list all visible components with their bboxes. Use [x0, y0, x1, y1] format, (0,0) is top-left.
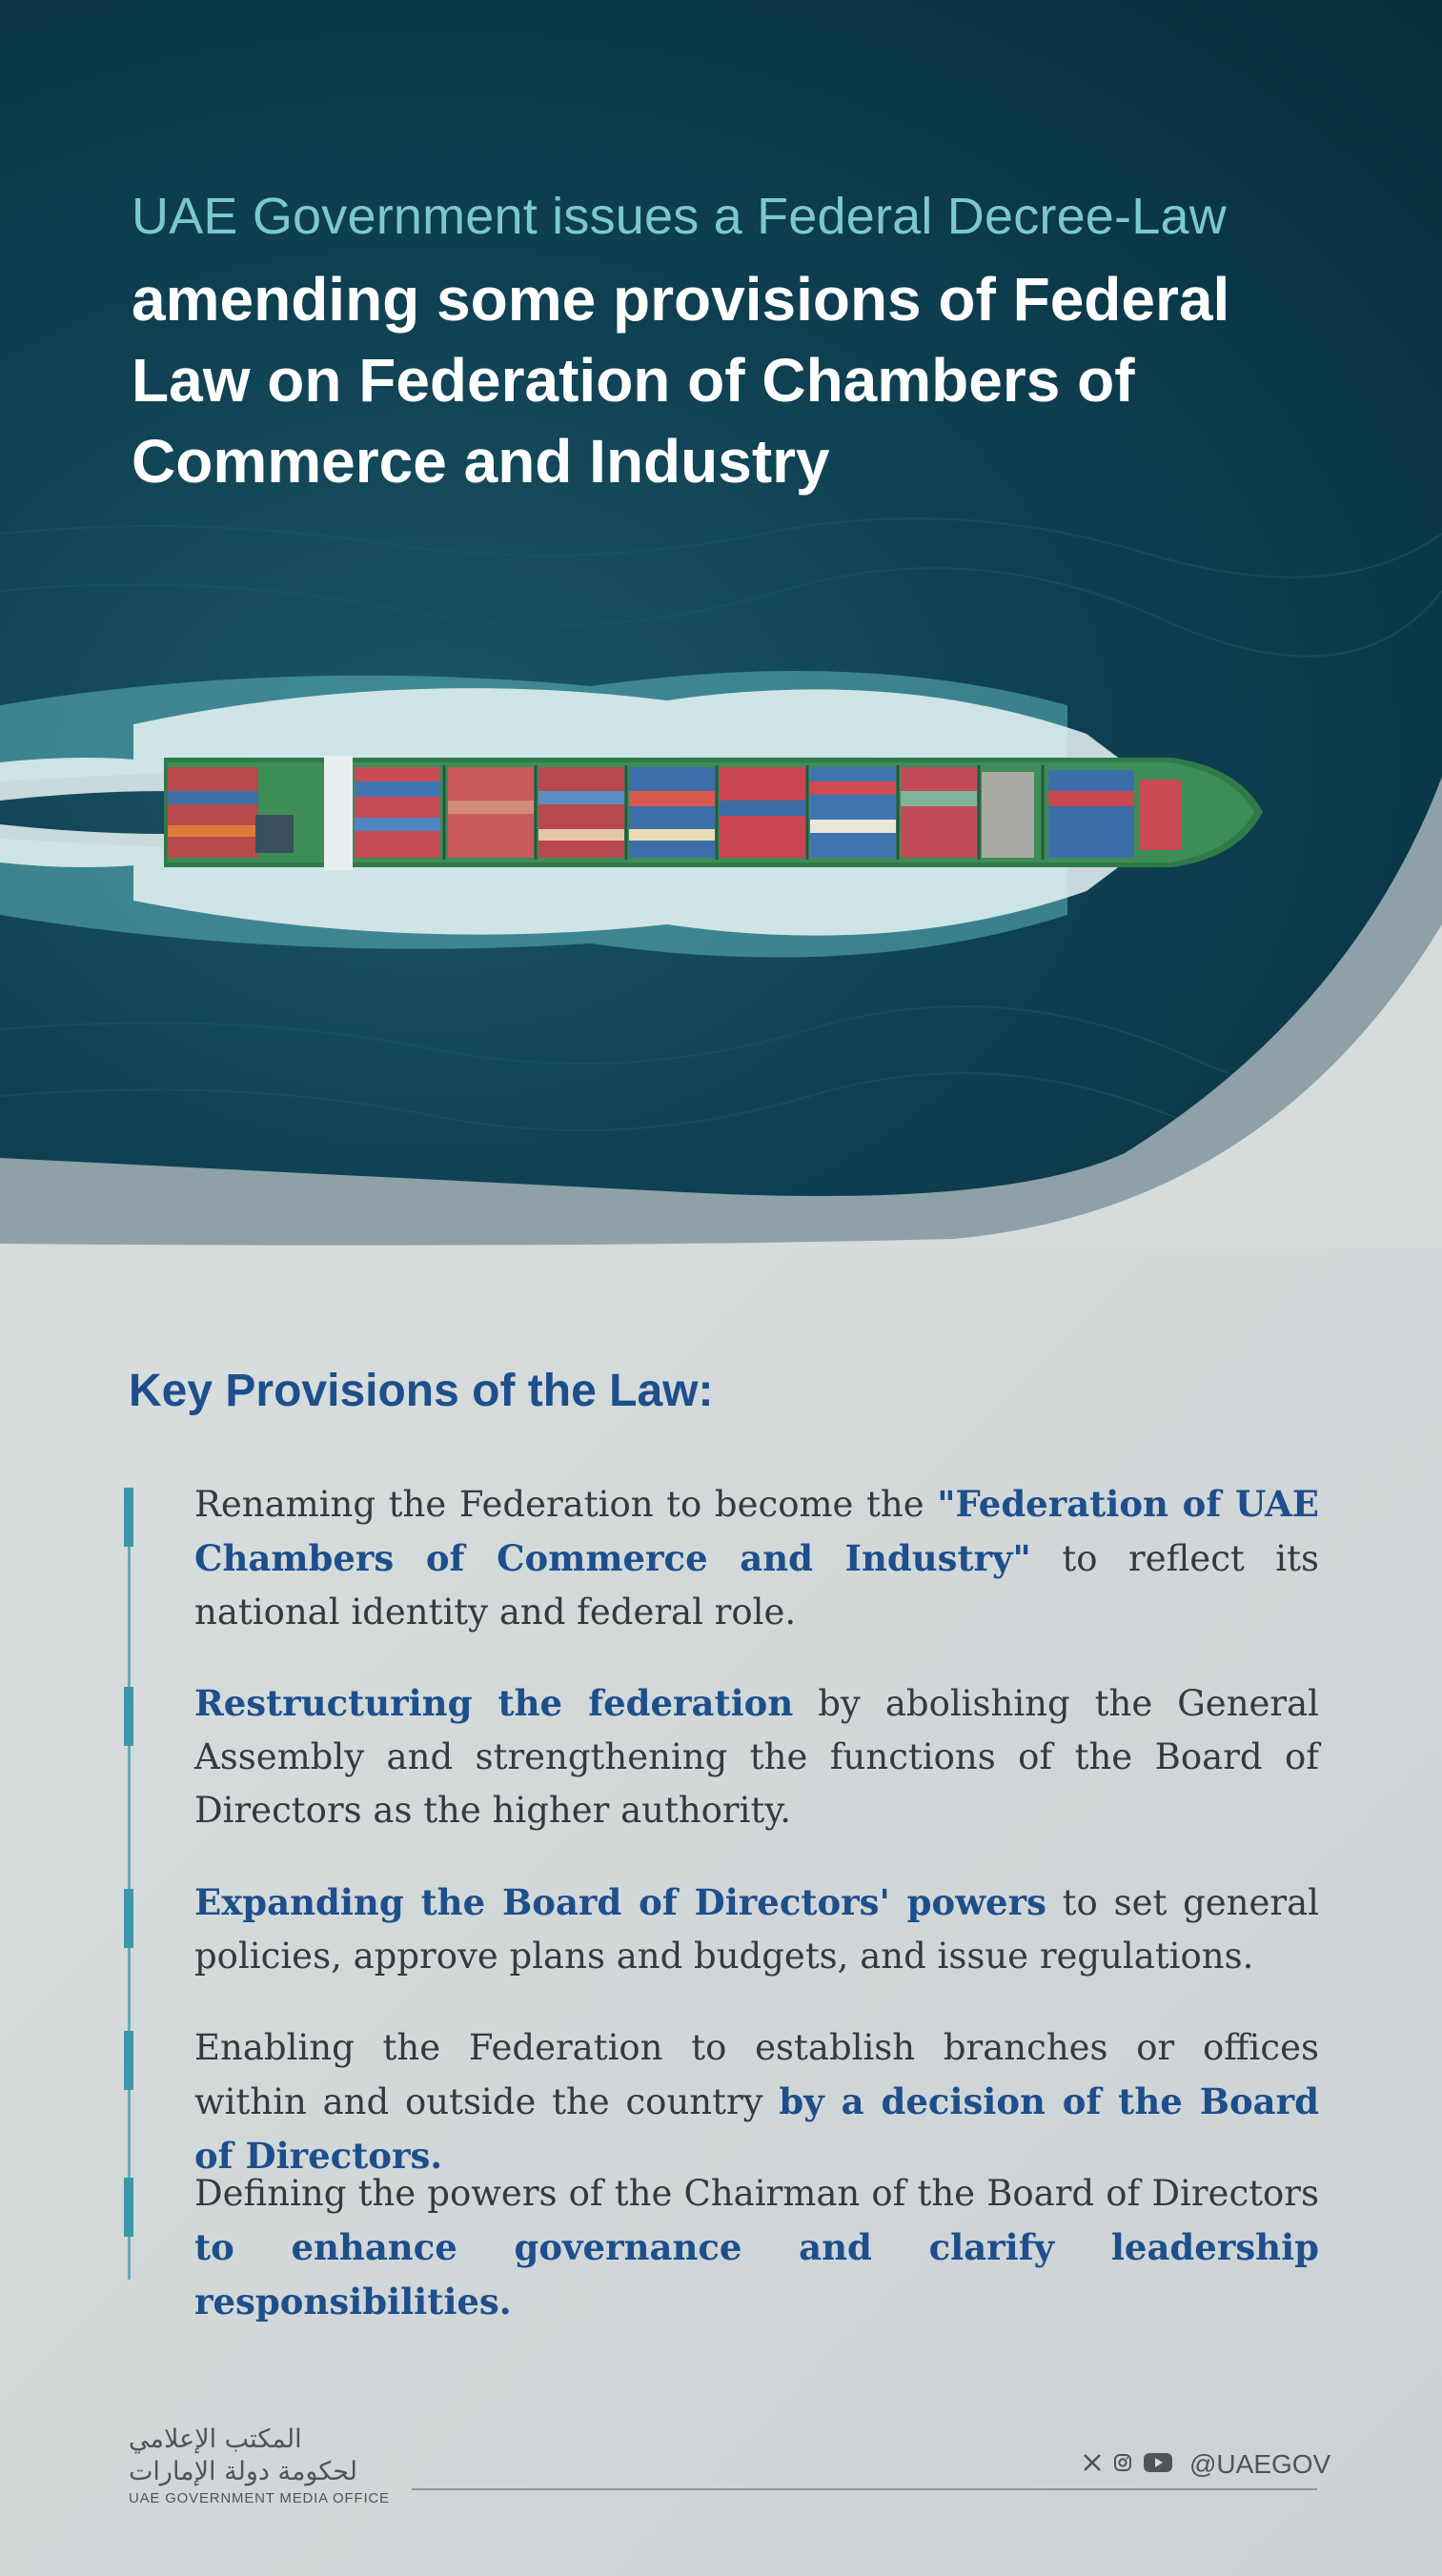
- provision-marker: [124, 1889, 133, 1948]
- media-office-logo-ar-line2: لحكومة دولة الإمارات: [129, 2457, 357, 2486]
- youtube-icon[interactable]: [1144, 2452, 1172, 2478]
- provision-text: Defining the powers of the Chairman of the Board of Directors: [194, 2173, 1319, 2214]
- provision-highlight: "Federation of UAE Chambers of Commerce and Industry": [194, 1483, 1319, 1579]
- media-office-logo-en: UAE GOVERNMENT MEDIA OFFICE: [129, 2490, 390, 2506]
- provision-text: to reflect its national identity and federal role.: [194, 1538, 1320, 1633]
- provision-highlight: to enhance governance and clarify leadership responsibilities.: [194, 2226, 1319, 2322]
- provision-highlight: by a decision of the Board of Directors.: [194, 2080, 1319, 2177]
- media-office-logo-ar-line1: المكتب الإعلامي: [129, 2424, 302, 2454]
- provision-text: to set general policies, approve plans and budgets, and issue regulations.: [194, 1882, 1319, 1977]
- provision-highlight: Restructuring the federation: [194, 1682, 794, 1724]
- hero-title: amending some provisions of Federal Law on Federation of Chambers of Commerce and Industry: [132, 265, 1230, 496]
- instagram-icon[interactable]: [1113, 2453, 1132, 2477]
- hero-subtitle: UAE Government issues a Federal Decree-Law: [132, 188, 1227, 245]
- social-links: [1083, 2449, 1330, 2480]
- provision-item-2: [194, 1676, 1319, 1837]
- provision-highlight: Expanding the Board of Directors' powers: [194, 1881, 1046, 1923]
- provision-item-5: [194, 2167, 1319, 2329]
- provision-text: Enabling the Federation to establish branches or offices within and outside the country: [194, 2027, 1319, 2122]
- section-title: Key Provisions of the Law:: [129, 1366, 714, 1416]
- footer-divider: [412, 2488, 1317, 2490]
- x-icon[interactable]: [1083, 2453, 1102, 2477]
- provision-item-3: [194, 1876, 1319, 1983]
- provision-text: by abolishing the General Assembly and strengthening the functions of the Board of Directors as the higher authority.: [194, 1683, 1320, 1831]
- provision-marker: [124, 2031, 133, 2090]
- social-handle[interactable]: @UAEGOV: [1189, 2449, 1331, 2479]
- provision-item-4: [194, 2021, 1319, 2183]
- provision-item-1: [194, 1477, 1319, 1639]
- provision-marker: [124, 1488, 133, 1547]
- provision-marker: [124, 1687, 133, 1746]
- hero-banner: [0, 0, 1442, 1258]
- timeline-line: [128, 1489, 131, 2280]
- provision-marker: [124, 2178, 133, 2237]
- provision-text: Renaming the Federation to become the: [194, 1484, 938, 1525]
